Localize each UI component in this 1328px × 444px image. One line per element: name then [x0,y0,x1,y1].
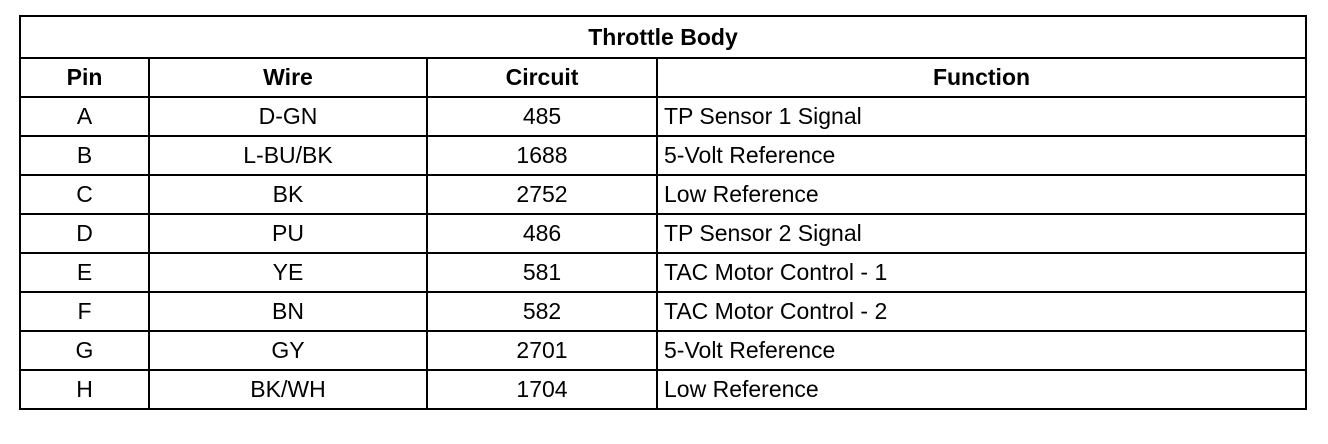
table-row [20,136,1306,175]
function-cell: TAC Motor Control - 1 [657,253,1306,292]
connector-pinout-table [19,15,1307,410]
table-row [20,370,1306,409]
circuit-cell: 582 [427,292,657,331]
circuit-cell: 1688 [427,136,657,175]
circuit-cell: 2752 [427,175,657,214]
table-row [20,253,1306,292]
wire-cell: YE [149,253,427,292]
column-header-pin: Pin [20,58,149,97]
column-header-circuit: Circuit [427,58,657,97]
circuit-cell: 581 [427,253,657,292]
wire-cell: GY [149,331,427,370]
function-cell: 5-Volt Reference [657,136,1306,175]
wire-cell: BK [149,175,427,214]
pin-cell: A [20,97,149,136]
function-cell: Low Reference [657,370,1306,409]
table-row [20,331,1306,370]
table-row [20,175,1306,214]
circuit-cell: 485 [427,97,657,136]
column-header-wire: Wire [149,58,427,97]
table-row [20,97,1306,136]
wire-cell: D-GN [149,97,427,136]
circuit-cell: 2701 [427,331,657,370]
wire-cell: L-BU/BK [149,136,427,175]
pin-cell: G [20,331,149,370]
circuit-cell: 1704 [427,370,657,409]
wire-cell: PU [149,214,427,253]
table-title: Throttle Body [20,16,1306,58]
wire-cell: BK/WH [149,370,427,409]
column-header-function: Function [657,58,1306,97]
circuit-cell: 486 [427,214,657,253]
wire-cell: BN [149,292,427,331]
function-cell: 5-Volt Reference [657,331,1306,370]
pin-cell: F [20,292,149,331]
function-cell: TAC Motor Control - 2 [657,292,1306,331]
table-row [20,214,1306,253]
function-cell: Low Reference [657,175,1306,214]
header-row [20,58,1306,97]
function-cell: TP Sensor 2 Signal [657,214,1306,253]
pin-cell: D [20,214,149,253]
pin-cell: C [20,175,149,214]
table-row [20,292,1306,331]
function-cell: TP Sensor 1 Signal [657,97,1306,136]
pin-cell: H [20,370,149,409]
pin-cell: E [20,253,149,292]
pin-cell: B [20,136,149,175]
